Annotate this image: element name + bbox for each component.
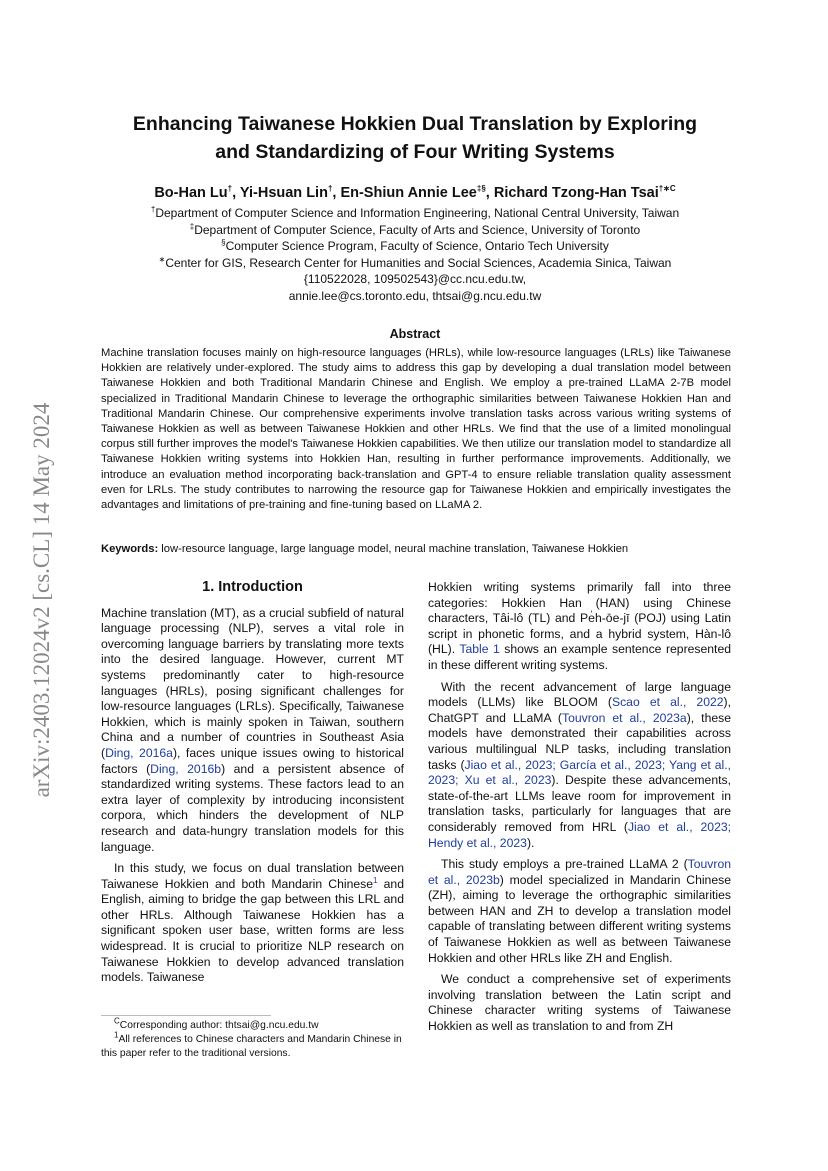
citation-link[interactable]: Touvron et al., 2023a	[561, 710, 687, 725]
footnote-link[interactable]: 1	[373, 875, 378, 885]
intro-p3-text-a: Hokkien writing systems primarily fall into three categories: Hokkien Han (HAN) using Chinese characters, Tâi-lô (TL) and Pe̍h-ōe-jī (POJ) using Latin script in phonetic forms, and a hybrid system, Hàn-lô (HL).	[428, 580, 731, 657]
email-line-2: annie.lee@cs.toronto.edu, thtsai@g.ncu.edu.tw	[288, 288, 542, 303]
citation-link[interactable]: Touvron et al., 2023b	[428, 857, 731, 887]
intro-p5-text-b: ) model specialized in Mandarin Chinese (ZH), aiming to leverage the orthographic similarities between HAN and ZH to develop a translation model capable of translating between different writing systems of Taiwanese Hokkien as well as between Taiwanese Hokkien and other HRLs like ZH and English.	[428, 872, 731, 965]
intro-p5-text-a: This study employs a pre-trained LLaMA 2 (	[441, 857, 688, 872]
affiliation-1	[100, 205, 730, 222]
citation-link[interactable]: Scao et al., 2022	[611, 695, 724, 710]
email-line-1: {110522028, 109502543}@cc.ncu.edu.tw,	[303, 272, 527, 287]
table-reference-link[interactable]: Table 1	[459, 642, 500, 657]
affiliation-3	[100, 238, 730, 255]
title-line-2: and Standardizing of Four Writing Systems	[215, 141, 615, 163]
author-1: Bo-Han Lu	[154, 185, 228, 201]
author-2: Yi-Hsuan Lin	[239, 185, 328, 201]
author-list: Bo-Han Lu†, Yi-Hsuan Lin†, En-Shiun Annie Lee‡§, Richard Tzong-Han Tsai$^{\dagger∗C}$	[154, 184, 676, 201]
author-1-mark: †	[227, 184, 233, 194]
author-3-mark: ‡§	[476, 184, 486, 194]
affiliation-1-text: Department of Computer Science and Information Engineering, National Central University, Taiwan	[155, 206, 680, 220]
affiliation-1-mark: †	[150, 205, 156, 214]
footnote-c-text: Corresponding author: thtsai@g.ncu.edu.tw	[119, 1020, 319, 1031]
left-column	[101, 580, 404, 986]
footnote-divider	[101, 1015, 271, 1016]
intro-p4-text-c: ), these models have demonstrated their capabilities across various multilingual NLP tasks, including translation tasks (	[428, 710, 731, 772]
affiliation-2	[100, 222, 730, 239]
footnote-1	[101, 1030, 404, 1061]
intro-p1-text-b: ), faces unique issues owing to historical factors (	[101, 745, 404, 776]
intro-paragraph-6: We conduct a comprehensive set of experiments involving translation between the Latin script and Chinese character writing systems of Taiwanese Hokkien as well as translation to and from ZH	[428, 972, 731, 1034]
intro-paragraph-1	[101, 606, 404, 856]
footnote-corresponding	[101, 1016, 404, 1033]
author-3: En-Shiun Annie Lee	[340, 185, 477, 201]
intro-paragraph-5	[428, 857, 731, 966]
citation-link[interactable]: Jiao et al., 2023; Hendy et al., 2023	[428, 819, 732, 850]
citation-link[interactable]: Ding, 2016b	[150, 761, 222, 776]
intro-p3-text-b: shows an example sentence represented in these different writing systems.	[428, 642, 731, 672]
intro-paragraph-3	[428, 580, 731, 674]
keywords-label: Keywords:	[101, 543, 159, 555]
affiliation-4	[100, 255, 730, 272]
intro-p1-text-a: Machine translation (MT), as a crucial subfield of natural language processing (NLP), serves a vital role in overcoming language barriers by translating more texts into the desired language. However, current MT systems predominantly cater to high-resource languages (HRLs), posing significant challenges for low-resource languages (LRLs). Specifically, Taiwanese Hokkien, which is mainly spoken in Taiwan, southern China and a number of countries in Southeast Asia (	[101, 605, 404, 760]
intro-paragraph-2	[101, 861, 404, 986]
intro-p1-text-c: ) and a persistent absence of standardized writing systems. These factors lead to an extra layer of complexity by introducing inconsistent corpora, which hinders the development of NLP research and data-hungry translation models for this language.	[101, 761, 404, 854]
affiliation-3-text: Computer Science Program, Faculty of Science, Ontario Tech University	[225, 239, 609, 254]
abstract-body: Machine translation focuses mainly on high-resource languages (HRLs), while low-resource languages (LRLs) like Taiwanese Hokkien are relatively under-explored. The study aims to address this gap by developing a dual translation model between Taiwanese Hokkien and both Traditional Mandarin Chinese and English. We employ a pre-trained LLaMA 2-7B model specialized in Traditional Mandarin Chinese to leverage the orthographic similarities between Taiwanese Hokkien Han and Traditional Mandarin Chinese. Our comprehensive experiments involve translation tasks across various writing systems of Taiwanese Hokkien as well as between Taiwanese Hokkien and other HRLs. We find that the use of a limited monolingual corpus still further improves the model's Taiwanese Hokkien capabilities. We then utilize our translation model to standardize all Taiwanese Hokkien writing systems into Hokkien Han, resulting in further performance improvements. Additionally, we introduce an evaluation method incorporating back-translation and GPT-4 to ensure reliable translation quality assessment even for LRLs. The study contributes to narrowing the resource gap for Taiwanese Hokkien and empirically investigates the advantages and limitations of pre-training and fine-tuning based on LLaMA 2.	[101, 347, 731, 512]
footnote-1-mark: 1	[114, 1030, 119, 1040]
arxiv-stamp-text: arXiv:2403.12024v2 [cs.CL] 14 May 2024	[29, 402, 54, 798]
affiliation-2-mark: ‡	[189, 221, 195, 231]
affiliation-4-mark: ∗	[158, 254, 166, 264]
footnotes	[101, 1016, 404, 1061]
keywords-text: low-resource language, large language model, neural machine translation, Taiwanese Hokkien	[158, 543, 629, 555]
paper-title	[100, 110, 730, 166]
author-4-mark: †∗C	[658, 184, 676, 194]
title-line-1: Enhancing Taiwanese Hokkien Dual Translation by Exploring	[132, 113, 698, 135]
footnote-1-text: All references to Chinese characters and Mandarin Chinese in this paper refer to the traditional versions.	[101, 1034, 402, 1059]
footnote-c-mark: C	[114, 1016, 120, 1026]
intro-paragraph-4	[428, 680, 731, 852]
intro-p4-text-e: ).	[526, 835, 535, 850]
author-2-mark: †	[327, 184, 333, 194]
affiliation-4-text: Center for GIS, Research Center for Humanities and Social Sciences, Academia Sinica, Taiwan	[165, 255, 672, 270]
intro-p4-text-a: With the recent advancement of large language models (LLMs) like BLOOM (	[428, 679, 731, 710]
affiliations	[100, 205, 730, 305]
intro-p4-text-b: ), ChatGPT and LLaMA (	[428, 695, 731, 725]
intro-p4-text-d: ). Despite these advancements, state-of-the-art LLMs leave room for improvement in translation tasks, particularly for languages that are considerably removed from HRL (	[428, 773, 731, 834]
affiliation-2-text: Department of Computer Science, Faculty of Arts and Science, University of Toronto	[194, 222, 641, 237]
intro-p2-text-a: In this study, we focus on dual translation between Taiwanese Hokkien and both Mandarin Chinese	[101, 861, 404, 891]
arxiv-stamp	[22, 350, 62, 850]
section-heading-introduction: 1. Introduction	[202, 579, 303, 595]
right-column	[428, 580, 731, 1035]
affiliation-3-mark: §	[221, 238, 226, 248]
intro-p2-text-b: and English, aiming to bridge the gap between this LRL and other HRLs. Although Taiwanese Hokkien has a significant spoken user base, written forms are less widespread. It is crucial to prioritize NLP research on Taiwanese Hokkien to develop advanced translation models. Taiwanese	[101, 876, 404, 985]
keywords	[101, 543, 731, 555]
abstract-heading: Abstract	[389, 327, 441, 341]
author-4: Richard Tzong-Han Tsai	[493, 185, 659, 201]
citation-link[interactable]: Jiao et al., 2023; García et al., 2023; Yang et al., 2023; Xu et al., 2023	[428, 757, 731, 788]
citation-link[interactable]: Ding, 2016a	[105, 745, 173, 760]
